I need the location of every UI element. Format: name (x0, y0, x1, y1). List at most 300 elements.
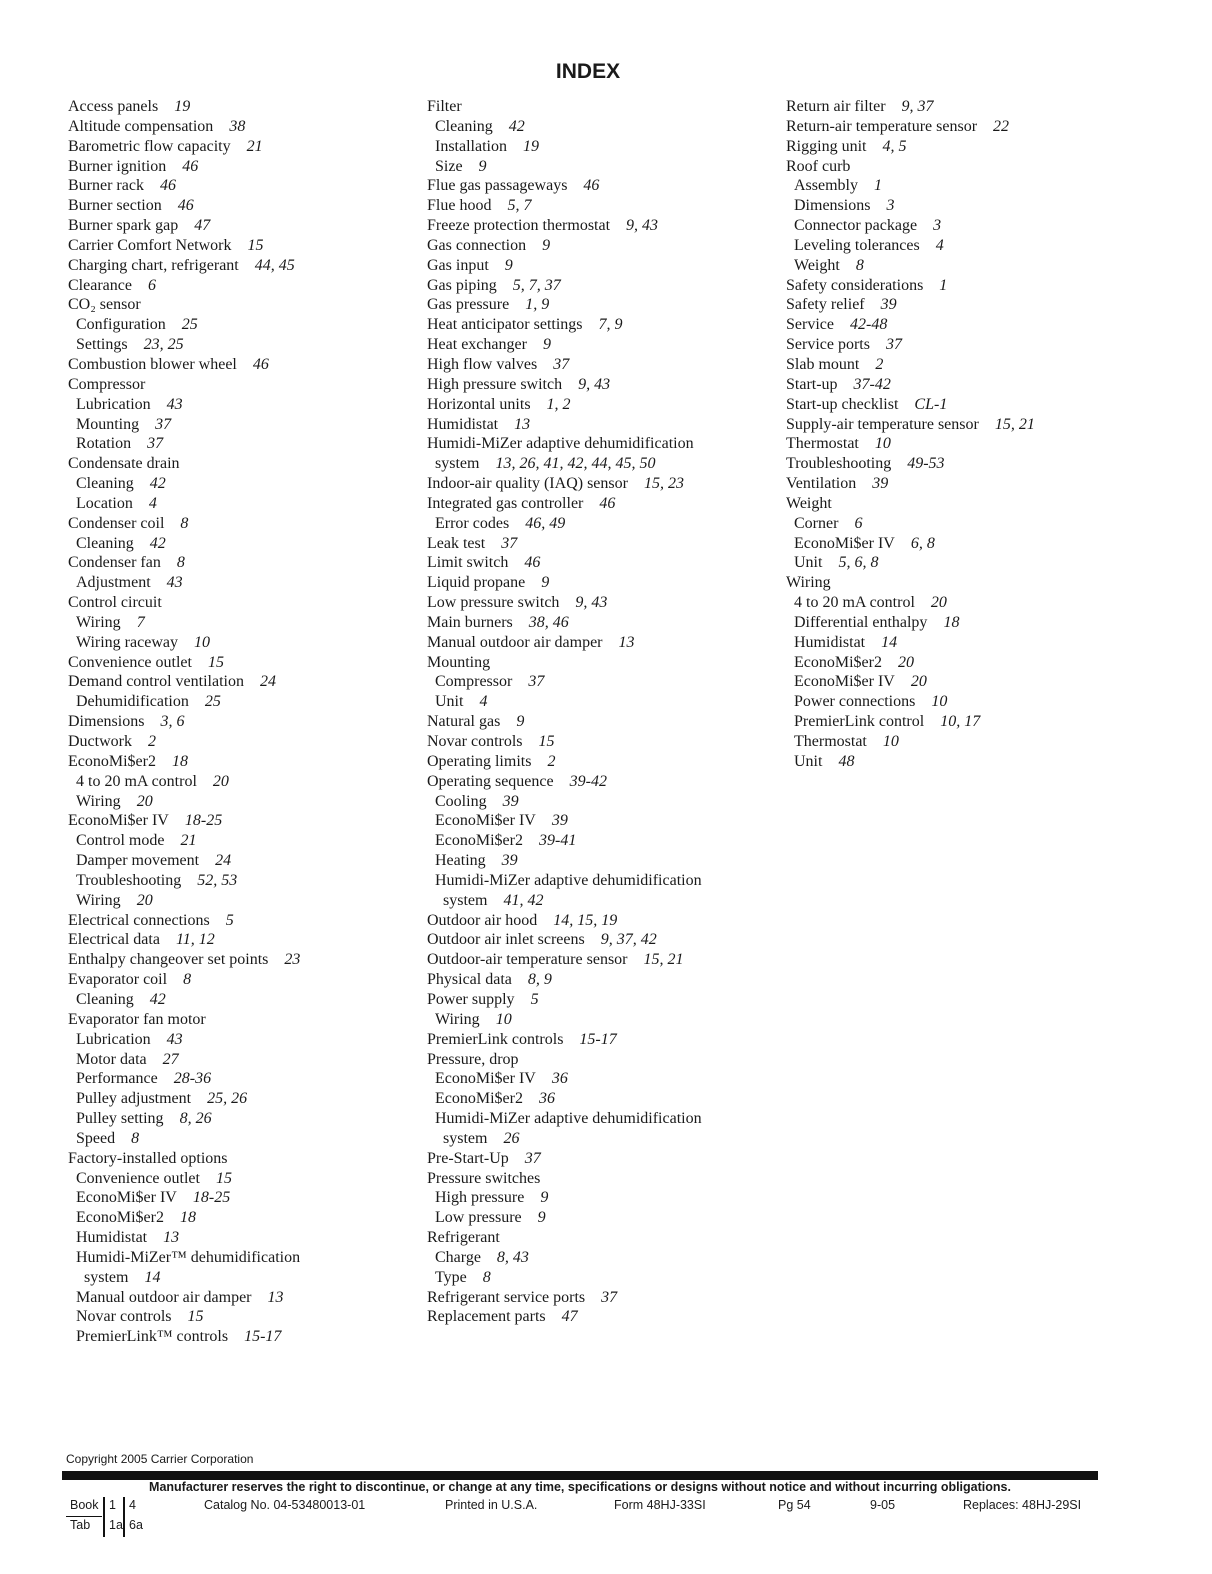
index-page-ref: 46 (599, 494, 616, 512)
index-page-ref: 43 (166, 395, 183, 413)
index-entry (427, 692, 777, 712)
book-value: 4 (129, 1498, 136, 1512)
index-term: Operating sequence (427, 772, 554, 790)
index-page-ref: 8 (180, 514, 189, 532)
index-page-ref: 39 (501, 852, 518, 870)
index-entry (427, 930, 777, 950)
index-page-ref: 8 (855, 256, 864, 274)
index-term: Operating limits (427, 752, 532, 770)
index-term: Ductwork (68, 733, 132, 750)
index-page-ref: 10 (495, 1010, 512, 1028)
index-term: Refrigerant (427, 1229, 500, 1247)
index-page-ref: 1 (939, 276, 948, 294)
index-page-ref: 14, 15, 19 (553, 911, 618, 929)
index-entry (68, 792, 418, 812)
print-date: 9-05 (870, 1498, 896, 1512)
index-term: Main burners (427, 613, 513, 631)
index-term: Pulley adjustment (76, 1090, 192, 1108)
index-term: Outdoor-air temperature sensor (427, 951, 628, 969)
index-entry (68, 990, 418, 1010)
index-entry (68, 534, 418, 554)
index-page-ref: 20 (136, 792, 153, 810)
index-term: Rigging unit (786, 137, 867, 155)
index-page-ref: 18 (171, 752, 188, 770)
index-page-ref: 4 (479, 693, 488, 711)
index-entry (427, 1109, 777, 1129)
tab-label: Tab (70, 1518, 91, 1532)
index-term: Condensate drain (68, 455, 180, 473)
index-entry (68, 1188, 418, 1208)
page-title: INDEX (555, 60, 621, 83)
index-entry (68, 772, 418, 792)
index-entry (427, 553, 777, 573)
index-term: Wiring raceway (76, 633, 178, 651)
index-term: Pressure, drop (427, 1050, 519, 1068)
index-page-ref: 4, 5 (882, 137, 907, 155)
index-term: Safety considerations (786, 276, 924, 294)
index-term: Control mode (76, 832, 165, 850)
index-term: Heat anticipator settings (427, 316, 583, 334)
index-entry (427, 732, 777, 752)
index-entry (786, 573, 1186, 593)
index-entry (427, 573, 777, 593)
index-term: Filter (427, 98, 462, 115)
index-term: Pulley setting (76, 1110, 164, 1128)
index-entry (68, 732, 418, 752)
index-entry (427, 1030, 777, 1050)
index-page-ref: 15, 21 (994, 415, 1035, 433)
index-entry (427, 851, 777, 871)
index-page-ref: 3 (886, 197, 895, 215)
index-entry (68, 1288, 418, 1308)
index-term: Weight (794, 256, 840, 274)
index-entry (427, 1288, 777, 1308)
index-term: Connector package (794, 217, 918, 235)
index-term: Horizontal units (427, 395, 531, 413)
index-page-ref: 5 (530, 990, 539, 1008)
index-entry (68, 633, 418, 653)
index-page-ref: 37 (528, 673, 545, 691)
index-term: EconoMi$er IV (794, 673, 895, 691)
index-term: Access panels (68, 98, 159, 115)
manufacturer-notice: Manufacturer reserves the right to discontinue, or change at any time, specifications or designs without notice and without incurring obligations. (149, 1480, 1011, 1494)
index-page-ref: 9, 43 (626, 217, 659, 235)
index-page-ref: 27 (162, 1050, 179, 1068)
index-page-ref: 9 (542, 236, 551, 254)
index-entry (68, 891, 418, 911)
index-column-2 (427, 97, 777, 1327)
index-entry (786, 335, 1186, 355)
index-term: Cleaning (76, 534, 134, 552)
index-entry (68, 970, 418, 990)
index-term: Burner ignition (68, 157, 167, 175)
index-entry (786, 553, 1186, 573)
index-page-ref: 3, 6 (160, 713, 185, 731)
index-page-ref: 36 (551, 1070, 568, 1088)
index-page-ref: 13 (618, 633, 635, 651)
index-term: CO₂ sensor (68, 296, 141, 314)
index-entry (427, 712, 777, 732)
index-term: Thermostat (786, 435, 859, 453)
index-page-ref: 18 (179, 1209, 196, 1227)
index-entry (68, 415, 418, 435)
index-entry (786, 295, 1186, 315)
index-page-ref: 13 (267, 1288, 284, 1306)
index-page-ref: 13 (163, 1229, 180, 1247)
index-term: Dimensions (68, 713, 145, 731)
index-page-ref: 9 (504, 256, 513, 274)
index-term: Novar controls (427, 733, 523, 750)
index-term: Weight (786, 494, 832, 512)
index-page-ref: 8, 26 (179, 1110, 212, 1128)
index-term: Leveling tolerances (794, 236, 920, 254)
index-entry (68, 911, 418, 931)
index-page-ref: 20 (930, 594, 947, 612)
index-page-ref: 8, 43 (496, 1248, 529, 1266)
catalog-number: Catalog No. 04-53480013-01 (204, 1498, 366, 1512)
index-term: High pressure switch (427, 375, 563, 393)
index-term: Heat exchanger (427, 336, 527, 354)
index-term: Performance (76, 1070, 158, 1088)
index-term: system (435, 455, 480, 473)
index-term: Outdoor air inlet screens (427, 931, 585, 949)
index-term: Pre-Start-Up (427, 1149, 509, 1167)
index-term: Evaporator coil (68, 971, 168, 989)
index-page-ref: 5, 6, 8 (838, 554, 879, 572)
index-entry (427, 176, 777, 196)
index-entry (68, 256, 418, 276)
index-term: Refrigerant service ports (427, 1288, 586, 1306)
index-page-ref: 4 (935, 236, 944, 254)
index-term: Cleaning (435, 117, 493, 135)
index-page-ref: 7 (136, 613, 145, 631)
index-page-ref: 9, 37, 42 (600, 931, 657, 949)
index-term: Troubleshooting (76, 871, 182, 889)
index-page-ref: 46, 49 (525, 514, 566, 532)
index-page-ref: 37 (524, 1149, 541, 1167)
index-page-ref: 9, 43 (578, 375, 611, 393)
index-entry (427, 1228, 777, 1248)
index-page-ref: 37 (885, 336, 902, 354)
index-entry (68, 315, 418, 335)
index-page-ref: 38, 46 (528, 613, 569, 631)
index-page-ref: 10 (882, 733, 899, 750)
index-entry (68, 1069, 418, 1089)
index-page-ref: 14 (881, 633, 898, 651)
index-page-ref: 39 (872, 475, 889, 493)
index-page-ref: 23, 25 (143, 336, 184, 354)
index-entry (786, 593, 1186, 613)
index-term: system (84, 1268, 129, 1286)
index-page-ref: 42 (149, 475, 166, 493)
index-page-ref: 1 (874, 177, 882, 195)
index-term: Cooling (435, 792, 487, 810)
index-term: Humidi-MiZer™ dehumidification (76, 1248, 301, 1266)
index-entry (427, 375, 777, 395)
index-entry (786, 395, 1186, 415)
index-term: Humidi-MiZer adaptive dehumidification (427, 435, 694, 453)
index-entry (786, 434, 1186, 454)
index-page-ref: 39-42 (569, 772, 607, 790)
index-entry (786, 375, 1186, 395)
index-term: PremierLink control (794, 713, 925, 731)
index-page-ref: 47 (194, 217, 211, 235)
index-entry (68, 613, 418, 633)
index-term: Mounting (76, 415, 140, 433)
index-page-ref: 9 (478, 157, 487, 175)
index-entry (68, 1129, 418, 1149)
index-page-ref: 2 (147, 733, 156, 750)
index-page-ref: 37 (147, 435, 164, 453)
index-entry (786, 752, 1186, 772)
index-entry (427, 534, 777, 554)
index-term: EconoMi$er2 (68, 752, 156, 770)
index-term: Power supply (427, 990, 515, 1008)
index-page-ref: 24 (259, 673, 276, 691)
index-page-ref: 26 (503, 1129, 520, 1147)
index-page-ref: 15 (215, 1169, 232, 1187)
index-entry (427, 950, 777, 970)
index-entry (427, 1129, 777, 1149)
index-entry (68, 672, 418, 692)
index-entry (68, 1050, 418, 1070)
index-page-ref: 11, 12 (175, 931, 215, 949)
index-entry (427, 911, 777, 931)
index-page-ref: 8 (183, 971, 192, 989)
index-entry (68, 871, 418, 891)
index-entry (68, 811, 418, 831)
index-entry (427, 633, 777, 653)
index-page-ref: 44, 45 (254, 256, 295, 274)
index-page-ref: 10 (193, 633, 210, 651)
index-entry (427, 1248, 777, 1268)
index-page-ref: 9 (516, 713, 525, 731)
index-term: Size (435, 157, 463, 175)
index-page-ref: 23 (284, 951, 301, 969)
index-page-ref: 8, 9 (527, 971, 552, 989)
index-page-ref: 6 (854, 514, 863, 532)
index-page-ref: 9, 43 (575, 594, 608, 612)
index-page-ref: 8 (176, 554, 185, 572)
index-term: Humidistat (427, 415, 499, 433)
index-term: Convenience outlet (68, 653, 192, 671)
index-entry (786, 633, 1186, 653)
index-term: Manual outdoor air damper (76, 1288, 252, 1306)
index-term: Burner section (68, 197, 162, 215)
index-term: Integrated gas controller (427, 494, 584, 512)
printed-in: Printed in U.S.A. (445, 1498, 538, 1512)
index-page-ref: 25 (204, 693, 221, 711)
index-page-ref: 9 (537, 1209, 546, 1227)
index-term: Factory-installed options (68, 1149, 228, 1167)
index-page-ref: 49-53 (907, 455, 945, 473)
index-entry (68, 593, 418, 613)
index-entry (68, 1307, 418, 1327)
index-page-ref: 10 (931, 693, 948, 711)
index-term: Return air filter (786, 98, 886, 115)
index-term: Supply-air temperature sensor (786, 415, 979, 433)
grid-divider (123, 1497, 125, 1537)
index-term: Configuration (76, 316, 166, 334)
index-term: Electrical connections (68, 911, 210, 929)
index-page-ref: 1, 2 (546, 395, 571, 413)
index-page-ref: 8 (482, 1268, 491, 1286)
index-term: Gas pressure (427, 296, 510, 314)
index-term: Electrical data (68, 931, 160, 949)
index-term: Compressor (68, 375, 146, 393)
index-entry (427, 474, 777, 494)
index-page-ref: 21 (180, 832, 197, 850)
index-term: EconoMi$er2 (76, 1209, 164, 1227)
index-entry (786, 236, 1186, 256)
index-page-ref: 46 (583, 177, 600, 195)
index-entry (68, 1109, 418, 1129)
index-entry (427, 1268, 777, 1288)
index-term: Slab mount (786, 355, 860, 373)
index-entry (68, 117, 418, 137)
index-page-ref: 6, 8 (910, 534, 935, 552)
index-entry (68, 692, 418, 712)
index-page-ref: 9 (542, 336, 551, 354)
index-entry (786, 176, 1186, 196)
index-entry (68, 1010, 418, 1030)
index-term: Compressor (435, 673, 513, 691)
index-entry (786, 157, 1186, 177)
index-term: Flue gas passageways (427, 177, 568, 195)
index-page-ref: 15 (538, 733, 555, 750)
index-page-ref: 37 (553, 355, 570, 373)
index-term: Dehumidification (76, 693, 189, 711)
index-entry (68, 1149, 418, 1169)
tab-value: 1a (109, 1518, 123, 1532)
index-term: Humidistat (76, 1229, 148, 1247)
index-term: Lubrication (76, 1030, 151, 1048)
index-term: Wiring (435, 1010, 480, 1028)
index-page-ref: 37 (501, 534, 518, 552)
index-page-ref: 6 (147, 276, 156, 294)
index-term: Gas connection (427, 236, 527, 254)
index-page-ref: 15 (247, 236, 264, 254)
index-entry (427, 1089, 777, 1109)
index-entry (427, 494, 777, 514)
index-entry (68, 573, 418, 593)
index-page-ref: 46 (524, 554, 541, 572)
index-entry (427, 1188, 777, 1208)
index-page-ref: 15, 23 (643, 475, 684, 493)
replaces: Replaces: 48HJ-29SI (963, 1498, 1082, 1512)
index-page-ref: 10 (874, 435, 891, 453)
index-page-ref: 37 (155, 415, 172, 433)
index-entry (427, 256, 777, 276)
index-term: Charge (435, 1248, 481, 1266)
index-entry (427, 1169, 777, 1189)
index-page-ref: 2 (875, 355, 884, 373)
index-page-ref: 9, 37 (901, 98, 934, 115)
index-entry (786, 692, 1186, 712)
index-term: Dimensions (794, 197, 871, 215)
index-term: Evaporator fan motor (68, 1010, 206, 1028)
copyright-notice: Copyright 2005 Carrier Corporation (66, 1452, 254, 1466)
index-term: Cleaning (76, 990, 134, 1008)
index-term: Physical data (427, 971, 512, 989)
index-term: system (443, 891, 488, 909)
index-term: Mounting (427, 653, 491, 671)
index-term: Installation (435, 137, 507, 155)
index-term: Service ports (786, 336, 870, 354)
index-page-ref: 15-17 (244, 1328, 282, 1346)
index-page-ref: 43 (166, 574, 183, 592)
index-page-ref: 20 (897, 653, 914, 671)
index-term: Charging chart, refrigerant (68, 256, 239, 274)
index-term: EconoMi$er2 (794, 653, 882, 671)
index-term: Error codes (435, 514, 510, 532)
index-entry (427, 355, 777, 375)
index-entry (68, 1248, 418, 1268)
index-entry (68, 950, 418, 970)
index-term: High pressure (435, 1189, 525, 1207)
index-term: Liquid propane (427, 574, 526, 592)
index-page-ref: 39 (502, 792, 519, 810)
index-term: Outdoor air hood (427, 911, 538, 929)
index-term: Speed (76, 1129, 116, 1147)
index-entry (68, 494, 418, 514)
page-number: Pg 54 (778, 1498, 811, 1512)
index-term: Adjustment (76, 574, 151, 592)
index-entry (68, 196, 418, 216)
index-page-ref: 20 (136, 891, 153, 909)
index-page-ref: 10, 17 (940, 713, 981, 731)
index-entry (427, 891, 777, 911)
index-page-ref: 36 (538, 1090, 555, 1108)
book-label: Book (70, 1498, 99, 1512)
index-entry (427, 97, 777, 117)
index-entry (427, 831, 777, 851)
index-entry (68, 1208, 418, 1228)
index-entry (68, 653, 418, 673)
index-term: Unit (794, 554, 823, 572)
index-entry (427, 315, 777, 335)
index-entry (427, 415, 777, 435)
index-page-ref: 1, 9 (525, 296, 550, 314)
index-term: Enthalpy changeover set points (68, 951, 269, 969)
index-term: Roof curb (786, 157, 851, 175)
index-page-ref: 15, 21 (643, 951, 684, 969)
index-term: Carrier Comfort Network (68, 236, 232, 254)
index-page-ref: 19 (174, 98, 191, 115)
index-page-ref: 15-17 (579, 1030, 617, 1048)
index-entry (427, 1208, 777, 1228)
index-term: Humidi-MiZer adaptive dehumidification (435, 1110, 702, 1128)
index-term: Assembly (794, 177, 858, 195)
index-entry (427, 613, 777, 633)
index-page-ref: 8 (131, 1129, 140, 1147)
index-term: 4 to 20 mA control (76, 772, 197, 790)
index-entry (786, 276, 1186, 296)
index-term: Control circuit (68, 594, 162, 612)
index-entry (427, 1069, 777, 1089)
index-entry (427, 117, 777, 137)
index-term: Flue hood (427, 197, 492, 215)
index-entry (68, 474, 418, 494)
index-term: Low pressure switch (427, 594, 560, 612)
index-entry (68, 1030, 418, 1050)
index-page-ref: 20 (910, 673, 927, 691)
index-term: Leak test (427, 534, 486, 552)
index-entry (427, 672, 777, 692)
index-page-ref: 18-25 (192, 1189, 231, 1207)
index-entry (786, 216, 1186, 236)
index-entry (427, 593, 777, 613)
